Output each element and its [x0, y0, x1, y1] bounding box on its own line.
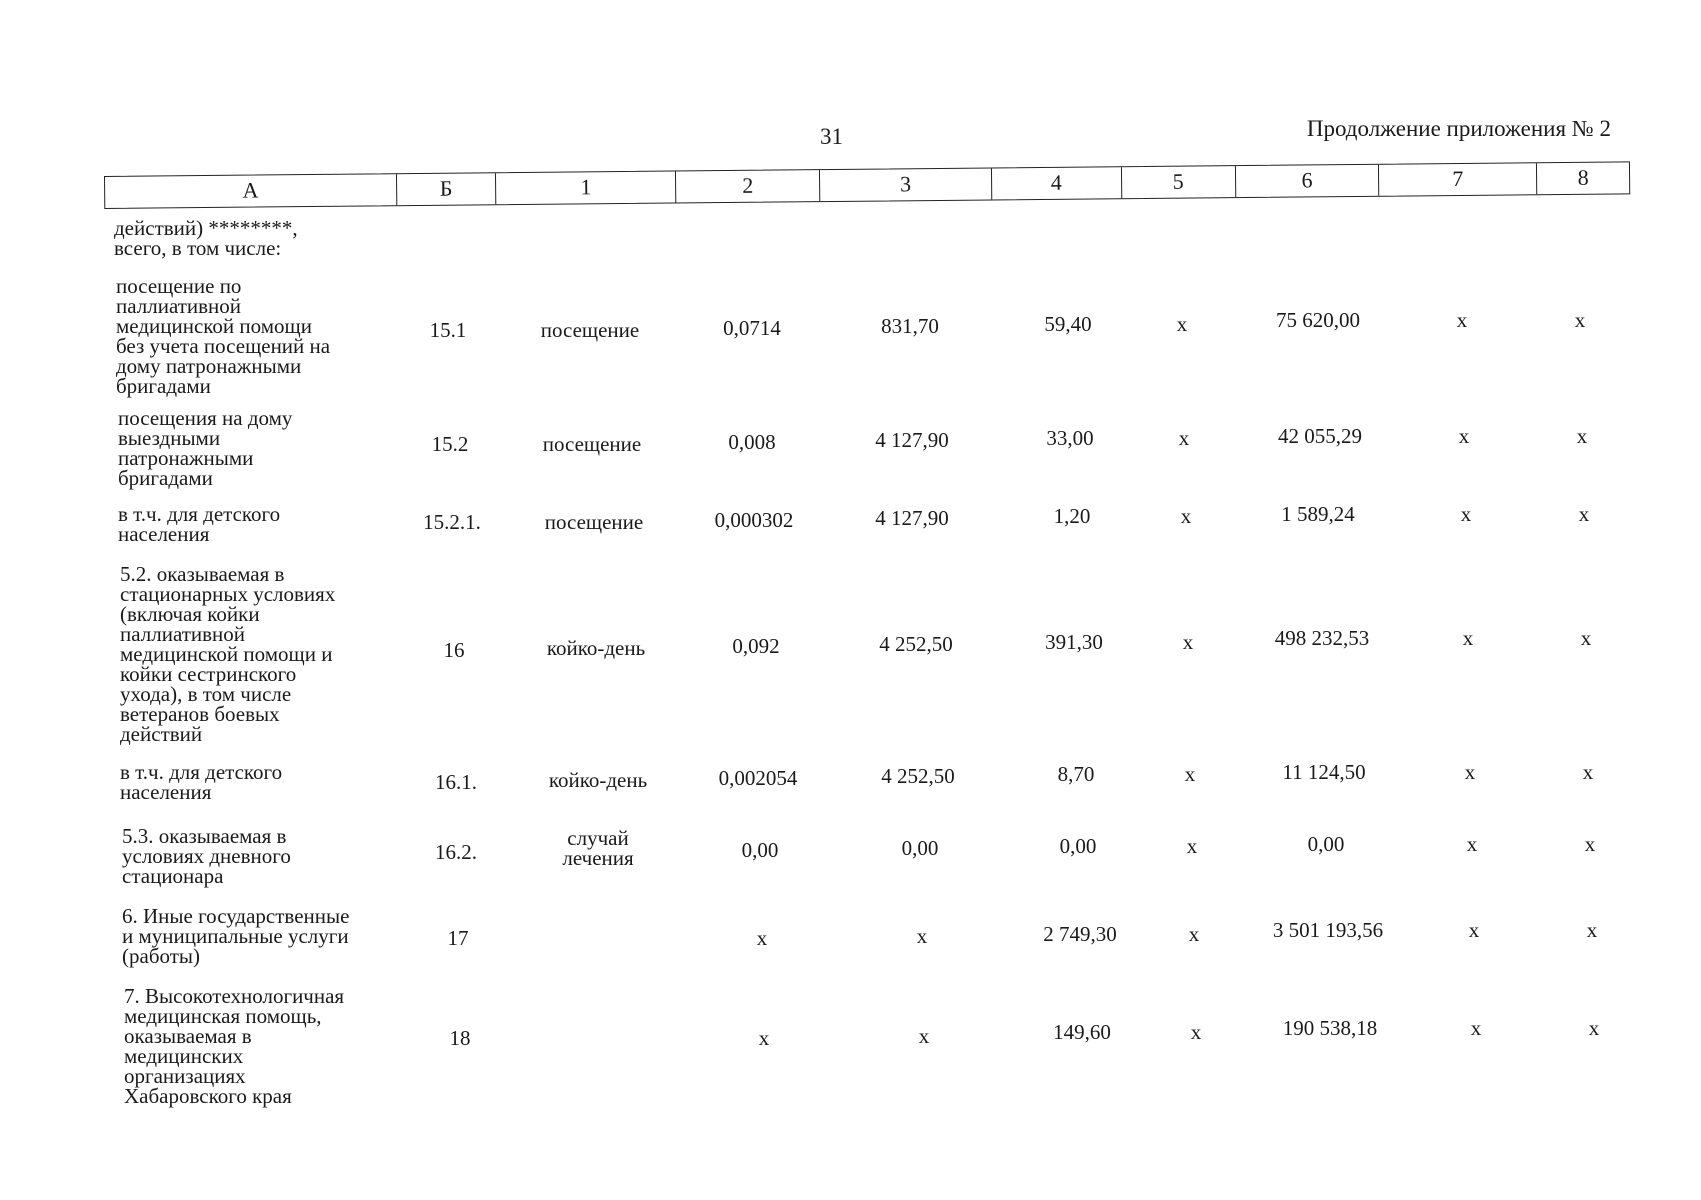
column-header-3: 3 — [820, 168, 992, 201]
row-col-7: х — [1470, 1016, 1482, 1040]
row-unit: койко-день — [548, 768, 648, 792]
column-header-4: 4 — [992, 167, 1122, 199]
row-code: 16.1. — [435, 770, 477, 794]
row-col-5: х — [1186, 834, 1198, 858]
row-col-5: х — [1176, 312, 1188, 336]
row-unit: посещение — [544, 510, 644, 534]
row-col-7: х — [1458, 424, 1470, 448]
row-col-3: 4 252,50 — [879, 632, 953, 656]
row-name: 6. Иные государственные и муниципальные услуги (работы) — [122, 904, 350, 968]
row-col-8: х — [1582, 760, 1594, 784]
row-code: 15.2.1. — [423, 510, 481, 534]
row-col-6: 3 501 193,56 — [1272, 918, 1384, 942]
row-col-4: 2 749,30 — [1043, 922, 1117, 946]
column-header-8: 8 — [1577, 164, 1589, 190]
row-col-6: 1 589,24 — [1281, 502, 1355, 526]
row-unit: посещение — [540, 318, 640, 342]
row-col-6: 0,00 — [1307, 832, 1345, 856]
row-col-6: 75 620,00 — [1276, 308, 1360, 332]
row-col-2: 0,000302 — [714, 508, 794, 532]
appendix-continuation-title: Продолжение приложения № 2 — [1306, 116, 1611, 141]
row-col-7: х — [1466, 832, 1478, 856]
row-col-4: 391,30 — [1045, 630, 1103, 654]
row-col-4: 33,00 — [1046, 426, 1094, 450]
row-col-3: 4 127,90 — [875, 428, 949, 452]
row-unit: койко-день — [546, 636, 646, 660]
column-header-b: Б — [397, 173, 497, 205]
row-col-6: 498 232,53 — [1274, 626, 1370, 650]
row-col-2: х — [756, 926, 768, 950]
row-col-5: х — [1182, 630, 1194, 654]
row-col-6: 11 124,50 — [1282, 760, 1366, 784]
row-col-8: х — [1586, 918, 1598, 942]
row-unit: посещение — [542, 432, 642, 456]
row-col-3: х — [918, 1024, 930, 1048]
row-col-6: 190 538,18 — [1282, 1016, 1378, 1040]
row-name: 5.3. оказываемая в условиях дневного стационара — [122, 824, 291, 888]
row-col-8: х — [1580, 626, 1592, 650]
table-column-header — [104, 161, 1630, 209]
row-col-4: 59,40 — [1044, 312, 1092, 336]
row-name: 7. Высокотехнологичная медицинская помощь, оказываемая в медицинских организациях Хабаровского края — [124, 984, 345, 1108]
row-col-8: х — [1576, 424, 1588, 448]
row-col-8: х — [1578, 502, 1590, 526]
row-col-5: х — [1180, 504, 1192, 528]
row-col-4: 0,00 — [1059, 834, 1097, 858]
row-col-7: х — [1464, 760, 1476, 784]
row-col-4: 1,20 — [1053, 504, 1091, 528]
row-col-5: х — [1190, 1020, 1202, 1044]
row-code: 17 — [447, 926, 469, 950]
row-col-2: 0,002054 — [718, 766, 798, 790]
row-col-3: х — [916, 924, 928, 948]
row-col-7: х — [1468, 918, 1480, 942]
row-col-4: 8,70 — [1057, 762, 1095, 786]
row-col-3: 4 252,50 — [881, 764, 955, 788]
row-name: в т.ч. для детского населения — [120, 760, 283, 804]
page-number: 31 — [820, 124, 843, 149]
row-col-2: 0,00 — [741, 838, 779, 862]
row-col-7: х — [1456, 308, 1468, 332]
row-col-8: х — [1584, 832, 1596, 856]
row-code: 16.2. — [435, 840, 477, 864]
row-col-5: х — [1188, 922, 1200, 946]
row-col-5: х — [1178, 426, 1190, 450]
row-code: 18 — [449, 1026, 471, 1050]
row-name: посещение по паллиативной медицинской помощи без учета посещений на дому патронажными бригадами — [116, 274, 331, 398]
row-col-3: 0,00 — [901, 836, 939, 860]
row-unit: случай лечения — [562, 826, 634, 870]
column-header-5: 5 — [1122, 166, 1236, 198]
row-col-2: х — [758, 1026, 770, 1050]
column-header-7: 7 — [1379, 163, 1537, 196]
column-header-1: 1 — [496, 172, 676, 205]
row-code: 15.2 — [431, 432, 469, 456]
row-code: 15.1 — [429, 318, 467, 342]
row-col-5: х — [1184, 762, 1196, 786]
row-name: действий) ********, всего, в том числе: — [114, 216, 298, 260]
row-col-2: 0,092 — [732, 634, 780, 658]
row-col-3: 4 127,90 — [875, 506, 949, 530]
row-col-6: 42 055,29 — [1278, 424, 1362, 448]
column-header-a: А — [105, 174, 397, 208]
row-code: 16 — [443, 638, 465, 662]
row-name: 5.2. оказываемая в стационарных условиях (включая койки паллиативной медицинской помощи и койки сестринского ухода), в том числе ветеранов боевых действий — [120, 562, 336, 746]
row-col-8: х — [1588, 1016, 1600, 1040]
row-col-2: 0,0714 — [723, 316, 781, 340]
row-name: в т.ч. для детского населения — [118, 502, 281, 546]
row-col-4: 149,60 — [1053, 1020, 1111, 1044]
row-col-8: х — [1574, 308, 1586, 332]
column-header-2: 2 — [676, 170, 820, 202]
row-col-2: 0,008 — [728, 430, 776, 454]
row-col-7: х — [1462, 626, 1474, 650]
column-header-6: 6 — [1235, 165, 1379, 197]
row-col-7: х — [1460, 502, 1472, 526]
row-name: посещения на дому выездными патронажными бригадами — [118, 406, 293, 490]
row-col-3: 831,70 — [881, 314, 939, 338]
